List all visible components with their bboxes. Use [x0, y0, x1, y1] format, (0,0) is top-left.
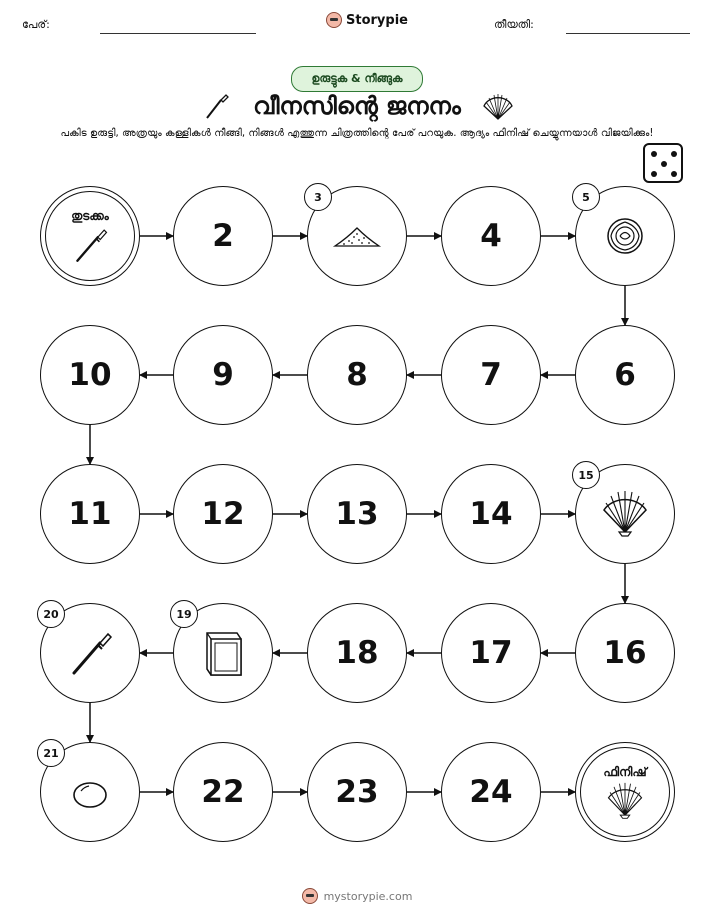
square-number: 4 — [480, 218, 502, 254]
footer-url: mystorypie.com — [323, 889, 413, 903]
square-4[interactable] — [441, 186, 541, 286]
square-number: 11 — [68, 496, 112, 532]
instructions: പകിട ഉരുട്ടി, അത്രയും കള്ളികൾ നീങ്ങി, നിങ്ങൾ എത്തുന്ന ചിത്രത്തിന്റെ പേര് പറയുക. ആദ്യം ഫിനിഷ് ചെയ്യുന്നയാൾ വിജയിക്കും! — [60, 128, 654, 139]
square-18[interactable] — [307, 603, 407, 703]
square-14[interactable] — [441, 464, 541, 564]
square-13[interactable] — [307, 464, 407, 564]
square-22[interactable] — [173, 742, 273, 842]
storypie-mascot-icon — [302, 888, 318, 904]
square-number: 7 — [480, 357, 502, 393]
square-number: 16 — [603, 635, 647, 671]
square-number-badge: 5 — [572, 183, 600, 211]
square-number: 2 — [212, 218, 234, 254]
square-number: 24 — [469, 774, 513, 810]
square-number-badge: 20 — [37, 600, 65, 628]
square-12[interactable] — [173, 464, 273, 564]
canvas-frame-icon — [195, 625, 251, 681]
square-9[interactable] — [173, 325, 273, 425]
square-23[interactable] — [307, 742, 407, 842]
finish-square[interactable] — [575, 742, 675, 842]
square-number: 18 — [335, 635, 379, 671]
square-number-badge: 19 — [170, 600, 198, 628]
square-number: 12 — [201, 496, 245, 532]
square-6[interactable] — [575, 325, 675, 425]
roll-and-move-badge: ഉരുട്ടുക & നീങ്ങുക — [291, 66, 423, 92]
square-7[interactable] — [441, 325, 541, 425]
logo-text: Storypie — [346, 12, 408, 28]
square-number: 17 — [469, 635, 513, 671]
square-16[interactable] — [575, 603, 675, 703]
square-number: 14 — [469, 496, 513, 532]
square-20[interactable] — [40, 603, 140, 703]
start-square[interactable] — [40, 186, 140, 286]
pearl-icon — [62, 764, 118, 820]
square-number-badge: 21 — [37, 739, 65, 767]
paintbrush-icon — [62, 625, 118, 681]
square-19[interactable] — [173, 603, 273, 703]
finish-label: ഫിനിഷ് — [603, 765, 647, 779]
square-number: 9 — [212, 357, 234, 393]
square-5[interactable] — [575, 186, 675, 286]
page-title: വീനസിന്റെ ജനനം — [253, 92, 461, 120]
sand-pile-icon — [329, 208, 385, 264]
square-number: 23 — [335, 774, 379, 810]
scallop-shell-icon — [597, 486, 653, 542]
square-number-badge: 15 — [572, 461, 600, 489]
rose-icon — [597, 208, 653, 264]
square-8[interactable] — [307, 325, 407, 425]
footer — [0, 888, 714, 904]
start-label: തുടക്കം — [71, 209, 109, 223]
square-17[interactable] — [441, 603, 541, 703]
square-3[interactable] — [307, 186, 407, 286]
square-11[interactable] — [40, 464, 140, 564]
square-number: 13 — [335, 496, 379, 532]
square-10[interactable] — [40, 325, 140, 425]
square-number: 6 — [614, 357, 636, 393]
square-number: 10 — [68, 357, 112, 393]
date-label: തീയതി: — [494, 18, 534, 31]
square-24[interactable] — [441, 742, 541, 842]
square-number: 22 — [201, 774, 245, 810]
square-21[interactable] — [40, 742, 140, 842]
square-15[interactable] — [575, 464, 675, 564]
square-2[interactable] — [173, 186, 273, 286]
square-number: 8 — [346, 357, 368, 393]
name-label: പേര്: — [22, 18, 50, 31]
square-number-badge: 3 — [304, 183, 332, 211]
